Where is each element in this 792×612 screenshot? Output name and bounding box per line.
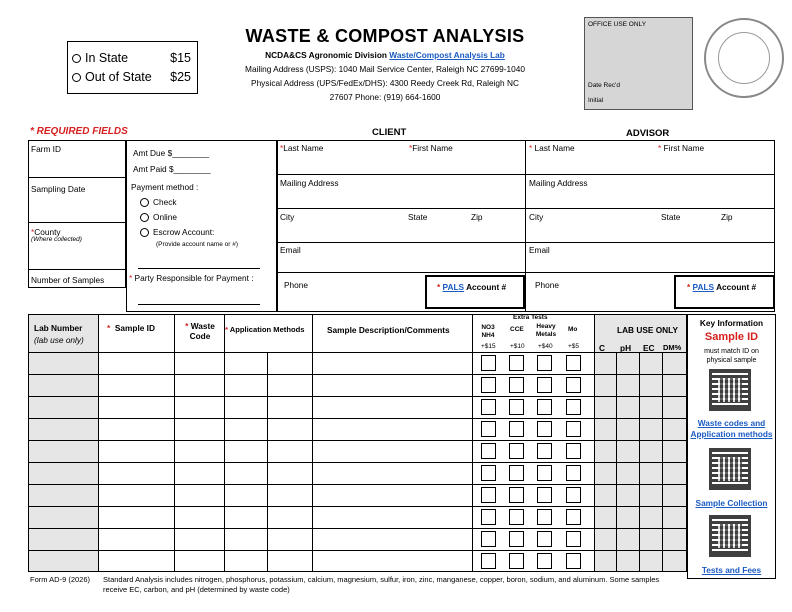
out-state-label: Out of State <box>85 70 152 84</box>
extra-test-checkbox[interactable] <box>537 509 552 525</box>
table-row <box>28 440 687 441</box>
extra-test-checkbox[interactable] <box>509 443 524 459</box>
table-row <box>28 484 687 485</box>
extra-test-checkbox[interactable] <box>566 531 581 547</box>
escrow-option[interactable] <box>140 227 214 237</box>
advisor-zip[interactable]: Zip <box>721 212 733 222</box>
col-ph: pH <box>620 343 632 353</box>
table-row <box>28 352 687 353</box>
extra-tests-header: Extra Tests <box>513 314 548 321</box>
physical-address: Physical Address (UPS/FedEx/DHS): 4300 Reedy Creek Rd, Raleigh NC <box>251 78 519 88</box>
form-id: Form AD-9 (2026) <box>30 575 91 584</box>
office-title: OFFICE USE ONLY <box>588 21 647 28</box>
no3-header: NO3 NH4 <box>481 324 495 339</box>
extra-test-checkbox[interactable] <box>509 421 524 437</box>
office-use-box <box>584 17 693 110</box>
extra-test-checkbox[interactable] <box>537 553 552 569</box>
mo-price: +$5 <box>568 343 580 350</box>
extra-test-checkbox[interactable] <box>509 531 524 547</box>
escrow-note: (Provide account name or #) <box>156 241 239 248</box>
extra-test-checkbox[interactable] <box>537 377 552 393</box>
extra-test-checkbox[interactable] <box>509 355 524 371</box>
table-row <box>28 506 687 507</box>
out-state-option[interactable] <box>72 70 191 84</box>
table-row <box>28 550 687 551</box>
advisor-phone[interactable]: Phone <box>535 280 559 290</box>
qr-code-icon[interactable] <box>709 448 751 490</box>
lab-link[interactable]: Waste/Compost Analysis Lab <box>389 50 505 60</box>
in-state-label: In State <box>85 51 129 65</box>
amt-paid-field[interactable]: Amt Paid $________ <box>133 164 211 174</box>
client-title: CLIENT <box>372 127 407 138</box>
extra-test-checkbox[interactable] <box>566 399 581 415</box>
party-responsible-line[interactable] <box>138 304 260 305</box>
tests-fees-link[interactable]: Tests and Fees <box>701 565 762 575</box>
out-state-price: $25 <box>170 70 191 84</box>
advisor-pals-label: * PALS Account # <box>687 282 757 292</box>
advisor-email[interactable]: Email <box>529 245 550 255</box>
amt-due-field[interactable]: Amt Due $________ <box>133 148 210 158</box>
advisor-city[interactable]: City <box>529 212 544 222</box>
online-option[interactable] <box>140 212 177 222</box>
in-state-price: $15 <box>170 51 191 65</box>
client-pals-link[interactable]: PALS <box>442 282 465 292</box>
extra-test-checkbox[interactable] <box>481 531 496 547</box>
date-recd-label: Date Rec'd <box>588 82 620 89</box>
page-title: WASTE & COMPOST ANALYSIS <box>245 26 525 46</box>
extra-test-checkbox[interactable] <box>509 465 524 481</box>
escrow-label: Escrow Account: <box>153 227 215 237</box>
table-row <box>28 462 687 463</box>
table-row <box>28 396 687 397</box>
pricing-box <box>67 41 198 94</box>
cce-header: CCE <box>510 326 524 333</box>
extra-test-checkbox[interactable] <box>481 421 496 437</box>
lab-use-only-note: (lab use only) <box>34 335 84 345</box>
client-pals-box[interactable] <box>425 275 525 309</box>
client-email[interactable]: Email <box>280 245 301 255</box>
check-label: Check <box>153 197 177 207</box>
extra-test-checkbox[interactable] <box>509 399 524 415</box>
initial-label: Initial <box>588 97 604 104</box>
radio-icon[interactable] <box>140 198 149 207</box>
advisor-state[interactable]: State <box>661 212 681 222</box>
sampling-date-field[interactable]: Sampling Date <box>31 184 86 194</box>
client-account-label: Account # <box>466 282 507 292</box>
must-match-note: must match ID on physical sample <box>704 348 759 364</box>
client-first-name-label: First Name <box>412 143 453 153</box>
extra-test-checkbox[interactable] <box>566 465 581 481</box>
client-phone[interactable]: Phone <box>284 280 308 290</box>
advisor-pals-box[interactable] <box>674 275 775 309</box>
extra-test-checkbox[interactable] <box>509 377 524 393</box>
num-samples-field[interactable]: Number of Samples <box>31 275 105 285</box>
extra-test-checkbox[interactable] <box>481 399 496 415</box>
extra-test-checkbox[interactable] <box>566 487 581 503</box>
division-line <box>200 50 570 60</box>
advisor-title: ADVISOR <box>626 128 670 139</box>
no3-price: +$15 <box>481 343 496 350</box>
extra-test-checkbox[interactable] <box>481 465 496 481</box>
sample-id-header: * Sample ID <box>107 323 155 333</box>
extra-test-checkbox[interactable] <box>537 531 552 547</box>
lab-number-header: Lab Number <box>34 323 83 333</box>
party-text: Party Responsible for Payment : <box>134 273 254 283</box>
extra-test-checkbox[interactable] <box>537 399 552 415</box>
required-fields-note: * REQUIRED FIELDS <box>30 126 128 137</box>
qr-code-icon[interactable] <box>709 515 751 557</box>
description-header: Sample Description/Comments <box>327 325 450 335</box>
extra-test-checkbox[interactable] <box>537 487 552 503</box>
advisor-pals-link[interactable]: PALS <box>692 282 715 292</box>
farm-id-field[interactable]: Farm ID <box>31 144 61 154</box>
radio-icon[interactable] <box>140 228 149 237</box>
check-option[interactable] <box>140 197 177 207</box>
party-responsible-label: * Party Responsible for Payment : <box>129 273 254 283</box>
extra-test-checkbox[interactable] <box>566 443 581 459</box>
extra-test-checkbox[interactable] <box>509 509 524 525</box>
in-state-option[interactable] <box>72 51 191 65</box>
extra-test-checkbox[interactable] <box>566 509 581 525</box>
col-c: C <box>599 343 605 353</box>
client-city[interactable]: City <box>280 212 295 222</box>
table-row <box>28 418 687 419</box>
client-last-name-label: Last Name <box>283 143 324 153</box>
extra-test-checkbox[interactable] <box>566 377 581 393</box>
extra-test-checkbox[interactable] <box>481 443 496 459</box>
advisor-first-name[interactable]: * First Name <box>658 143 705 153</box>
client-state[interactable]: State <box>408 212 428 222</box>
waste-code-text: Waste Code <box>189 321 215 341</box>
department-seal-icon <box>704 18 784 98</box>
radio-icon[interactable] <box>140 213 149 222</box>
extra-test-checkbox[interactable] <box>537 421 552 437</box>
sample-collection-link[interactable]: Sample Collection <box>695 498 768 508</box>
key-sample-id: Sample ID <box>704 331 759 343</box>
advisor-last-name-label: Last Name <box>534 143 575 153</box>
advisor-last-name[interactable]: * Last Name <box>529 143 575 153</box>
client-first-name[interactable]: *First Name <box>409 143 453 153</box>
app-methods-header: * Application Methods <box>225 325 305 334</box>
advisor-mailing[interactable]: Mailing Address <box>529 178 588 188</box>
radio-icon[interactable] <box>72 54 81 63</box>
lab-use-header: LAB USE ONLY <box>617 325 679 335</box>
county-label: County <box>34 227 61 237</box>
heavy-metals-header: Heavy Metals <box>535 323 557 338</box>
extra-test-checkbox[interactable] <box>509 553 524 569</box>
extra-test-checkbox[interactable] <box>537 355 552 371</box>
table-row <box>28 374 687 375</box>
qr-code-icon[interactable] <box>709 369 751 411</box>
advisor-account-label: Account # <box>716 282 757 292</box>
extra-test-checkbox[interactable] <box>481 487 496 503</box>
extra-test-checkbox[interactable] <box>481 355 496 371</box>
waste-code-header: * Waste Code <box>185 321 215 341</box>
col-dm: DM% <box>663 343 682 352</box>
key-info-title: Key Information <box>699 318 764 328</box>
mo-header: Mo <box>568 326 578 333</box>
extra-test-checkbox[interactable] <box>481 377 496 393</box>
mailing-address: Mailing Address (USPS): 1040 Mail Service Center, Raleigh NC 27699-1040 <box>245 64 525 74</box>
table-row <box>28 528 687 529</box>
zip-phone: 27607 Phone: (919) 664-1600 <box>329 92 441 102</box>
payment-method-label: Payment method : <box>131 182 199 192</box>
extra-test-checkbox[interactable] <box>481 553 496 569</box>
extra-test-checkbox[interactable] <box>509 487 524 503</box>
extra-test-checkbox[interactable] <box>566 553 581 569</box>
app-methods-text: Application Methods <box>229 325 305 334</box>
online-label: Online <box>153 212 177 222</box>
client-zip[interactable]: Zip <box>471 212 483 222</box>
sample-id-text: Sample ID <box>114 323 155 333</box>
cce-price: +$10 <box>510 343 525 350</box>
extra-test-checkbox[interactable] <box>566 421 581 437</box>
extra-test-checkbox[interactable] <box>566 355 581 371</box>
left-fields-box <box>28 140 126 288</box>
county-note: (Where collected) <box>31 236 82 243</box>
waste-codes-link[interactable]: Waste codes and Application methods <box>690 418 773 439</box>
col-ec: EC <box>643 343 655 353</box>
client-last-name[interactable]: *Last Name <box>280 143 324 153</box>
client-mailing[interactable]: Mailing Address <box>280 178 339 188</box>
extra-test-checkbox[interactable] <box>537 443 552 459</box>
client-pals-label: * PALS Account # <box>437 282 507 292</box>
footer-note: Standard Analysis includes nitrogen, phosphorus, potassium, calcium, magnesium, sulfur, iron, zinc, manganese, copper, boron, sodium, and aluminum. Some samples receive EC, carbon, and pH (determined by waste code) <box>103 575 660 594</box>
hm-price: +$40 <box>538 343 553 350</box>
radio-icon[interactable] <box>72 73 81 82</box>
advisor-first-name-label: First Name <box>663 143 705 153</box>
extra-test-checkbox[interactable] <box>481 509 496 525</box>
county-field[interactable]: *County <box>31 227 61 237</box>
division-name: NCDA&CS Agronomic Division <box>265 50 387 60</box>
extra-test-checkbox[interactable] <box>537 465 552 481</box>
